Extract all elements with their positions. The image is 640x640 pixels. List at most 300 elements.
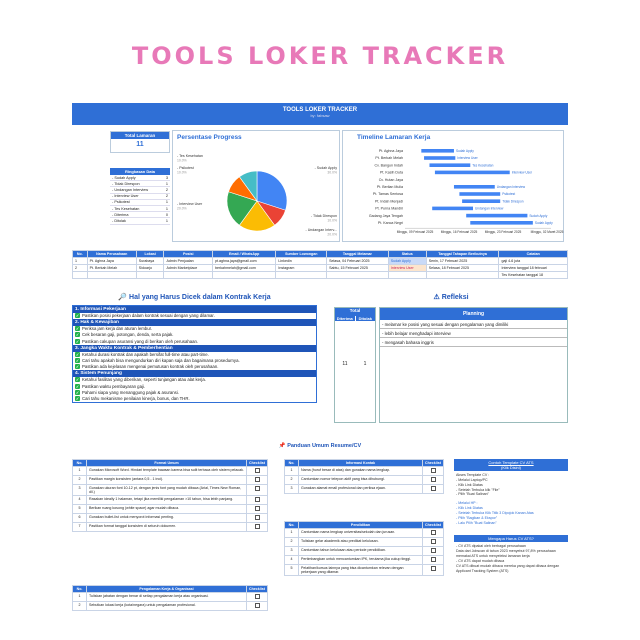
ringkasan-label: - Undangan Interview	[110, 187, 162, 193]
table-cell[interactable]: berkahmelah@gmail.com	[213, 265, 276, 272]
lamaran-table	[72, 250, 568, 279]
table-cell[interactable]	[213, 272, 276, 279]
guide-check-cell	[247, 476, 268, 485]
timeline-bar	[454, 185, 495, 189]
guide-row	[73, 467, 268, 476]
table-cell[interactable]: Sidoarjo	[136, 265, 164, 272]
guide-row	[73, 485, 268, 496]
ringkasan-value: 2	[162, 193, 170, 199]
guide-row	[73, 523, 268, 532]
table-cell[interactable]: Selasa, 18 Februari 2025	[426, 265, 499, 272]
template-steps	[454, 471, 568, 499]
template-link[interactable]	[454, 459, 568, 471]
guide-check-cell	[247, 485, 268, 496]
side-line: - Lalu Pilih "Buat Salinan"	[456, 520, 497, 525]
checkbox[interactable]	[431, 566, 436, 571]
refleksi-total-label: Total	[335, 308, 375, 316]
side-line: - Klik Link Diatas	[456, 482, 483, 487]
refleksi-ditolak-value: 1	[363, 361, 367, 367]
guide-check-cell	[423, 538, 444, 547]
checkbox[interactable]	[255, 594, 260, 599]
check-icon: ✓	[75, 326, 80, 332]
guide-row	[285, 565, 444, 576]
guide-text: Tuliskan jabatan dengan benar di setiap pengalaman kerja atau organisasi.	[87, 593, 247, 602]
kontrak-panel	[72, 291, 317, 459]
ringkasan-box	[110, 168, 170, 236]
timeline-bar-label: Undangan Interview	[496, 185, 526, 189]
planning-header: Planning	[380, 308, 567, 320]
checkbox[interactable]	[255, 506, 260, 511]
guide-row	[73, 514, 268, 523]
pie-chart-box	[172, 130, 340, 242]
guide-check-cell	[423, 485, 444, 494]
kontrak-item-text: Pastikan ada kejelasan mengenai pemutusan kontrak oleh perusahaan.	[82, 364, 219, 370]
panduan-title: 📌 Panduan Umum Resume/CV	[278, 443, 362, 449]
timeline-bar-label: Sudah Apply	[455, 149, 474, 153]
ringkasan-title: Ringkasan Data	[110, 168, 170, 175]
guide-text: Berikan ruang kosong (white space) agar mudah dibaca.	[87, 505, 247, 514]
kontrak-item-text: Pahami siapa yang menanggung pajak & asuransi.	[82, 389, 179, 395]
guide-no: 2	[73, 602, 87, 611]
guide-check-cell	[423, 556, 444, 565]
guide-row	[73, 476, 268, 485]
table-cell[interactable]: Admin Penjualan	[164, 258, 213, 265]
guide-no: 2	[73, 476, 87, 485]
ats-lines	[454, 542, 568, 575]
pie-legend-percent: 10.0%	[177, 170, 187, 175]
side-line: Data dari Jobscan di tahun 2023 menyebut 97,8% perusahaan memakai ATS untuk menyeleksi lamaran kerja	[456, 549, 556, 559]
table-cell[interactable]: Pt. Aghna Jaya	[87, 258, 136, 265]
timeline-bar-label: Undangan Interview	[475, 206, 504, 211]
timeline-bar	[459, 192, 500, 196]
checkbox[interactable]	[255, 497, 260, 502]
guide-row	[285, 556, 444, 565]
pie-legend-label: - Tidak Direspon	[310, 214, 337, 218]
guide-no: 5	[73, 505, 87, 514]
ringkasan-table	[110, 175, 170, 225]
timeline-company: Pt. Berkah Melah	[375, 156, 403, 161]
table-header: Posisi	[164, 251, 213, 258]
total-box	[110, 131, 170, 153]
ringkasan-label: - Tidak Direspon	[110, 181, 162, 187]
guide-text: Nama (huruf besar di atas) dan gunakan nama lengkap.	[299, 467, 423, 476]
template-link-text[interactable]: Contoh Template CV ATS	[488, 460, 534, 465]
sheet-header	[72, 103, 568, 125]
kontrak-item-text: Ketahui durasi kontrak dan apakah bersifat full-time atau part-time.	[82, 351, 209, 357]
guide-check-cell	[423, 547, 444, 556]
table-cell[interactable]	[388, 272, 426, 279]
kontrak-item-text: Periksa jam kerja dan aturan lembur.	[82, 326, 152, 332]
check-icon: ✓	[75, 383, 80, 389]
timeline-bar	[470, 221, 533, 225]
guide-no-header: No.	[73, 586, 87, 593]
side-line: - Setelah Terbuka Klik Titik 3 Dipojok Kanan Atas	[456, 510, 534, 515]
spreadsheet	[72, 103, 568, 640]
pie-legend-percent: 30.0%	[327, 170, 337, 175]
checklist-header: Checklist	[247, 586, 268, 593]
guide-row	[73, 505, 268, 514]
total-value: 11	[136, 141, 144, 148]
timeline-bar	[432, 207, 473, 211]
table-cell[interactable]: Selasa, 04 Februari 2025	[327, 258, 389, 265]
ringkasan-value: 1	[162, 181, 170, 187]
guide-text: Pertimbangkan untuk mencantumkan IPK, terutama jika cukup tinggi.	[299, 556, 423, 565]
planning-item[interactable]: - lebih belajar menghadapi interview	[380, 329, 567, 338]
guide-header-row	[73, 586, 268, 593]
side-line: - Setelah Terbuka klik "File"	[456, 487, 500, 492]
timeline-bar-label: Psikotest	[502, 192, 516, 197]
kontrak-title: 🔎 Hal yang Harus Dicek dalam Kontrak Kerja	[118, 294, 271, 301]
pie-legend-percent: 20.0%	[327, 232, 337, 237]
table-cell[interactable]: Sabtu, 15 Februari 2025	[327, 265, 389, 272]
timeline-company: Pt. Berlian Mulia	[376, 185, 403, 189]
guide-title: Informasi Kontak	[299, 460, 423, 467]
table-cell[interactable]	[136, 272, 164, 279]
ats-title: Mengapa Harus CV ATS?	[454, 535, 568, 542]
timeline-company: Pt. Aghna Jaya	[378, 149, 403, 153]
template-link-click[interactable]: (Klik Disini)	[501, 465, 521, 470]
table-cell[interactable]: 1	[73, 258, 88, 265]
checkbox[interactable]	[431, 539, 436, 544]
checkbox[interactable]	[431, 477, 436, 482]
guide-check-cell	[247, 514, 268, 523]
guide-no: 1	[73, 593, 87, 602]
guide-text: Cantumkan tahun kelulusan atau periode pendidikan.	[299, 547, 423, 556]
side-line: CV ATS dibuat mudah dibaca mereka yang dapat dibaca dengan Applicant Tracking System (ATS)	[456, 563, 560, 573]
planning-item[interactable]: - mengasah bahasa inggris	[380, 338, 567, 347]
timeline-bar-label: Sudah Apply	[534, 221, 553, 225]
guide-check-cell	[247, 496, 268, 505]
panduan-title-text: Panduan Umum Resume/CV	[287, 443, 362, 449]
table-header: Nama Perusahaan	[87, 251, 136, 258]
checkbox[interactable]	[431, 557, 436, 562]
ringkasan-value: 0	[162, 212, 170, 218]
guide-no: 3	[285, 485, 299, 494]
ringkasan-label: - Sudah Apply	[110, 175, 162, 181]
guide-header-row	[285, 460, 444, 467]
guide-no-header: No.	[285, 460, 299, 467]
kontrak-list	[72, 305, 317, 403]
side-line: - Melalui HP :	[456, 501, 478, 506]
timeline-bar-label: Interview User	[457, 156, 478, 161]
table-cell[interactable]: Admin Marketplace	[164, 265, 213, 272]
pie-legend-label: - Psikotest	[177, 166, 194, 170]
guide-row	[285, 485, 444, 494]
timeline-bar	[435, 171, 510, 175]
checkbox[interactable]	[255, 524, 260, 529]
kontrak-item-text: Pastikan waktu pembayaran gaji.	[82, 383, 146, 389]
guide-check-cell	[423, 467, 444, 476]
guide-no: 1	[285, 529, 299, 538]
guide-no: 6	[73, 514, 87, 523]
timeline-box	[342, 130, 564, 242]
guide-row	[285, 529, 444, 538]
ringkasan-label: - Psikotest	[110, 199, 162, 205]
side-line: - Pilih "Buat Salinan"	[456, 492, 489, 497]
timeline-chart	[343, 131, 565, 243]
ringkasan-label: - Tes Kesehatan	[110, 205, 162, 211]
guide-check-cell	[247, 593, 268, 602]
guide-row	[73, 602, 268, 611]
table-cell[interactable]: Linkedin	[276, 258, 327, 265]
kontrak-item-text: Cek besaran gaji, potongan, denda, serta pajak.	[82, 332, 174, 338]
timeline-bar-label: Interview User	[511, 170, 533, 175]
table-cell[interactable]: Interview tanggal 18 februari	[499, 265, 568, 272]
check-icon: ✓	[75, 364, 80, 370]
planning-list	[380, 320, 567, 347]
side-line: - CV ATS dapat mudah dibaca	[456, 558, 505, 563]
timeline-bar-label: Sudah Apply	[529, 213, 548, 218]
template-panel	[454, 459, 568, 640]
timeline-bar	[462, 199, 500, 203]
ringkasan-value: 1	[162, 199, 170, 205]
guide-row	[73, 593, 268, 602]
guide-no: 1	[285, 467, 299, 476]
guide-no-header: No.	[73, 460, 87, 467]
refleksi-title-text: Refleksi	[441, 294, 469, 301]
guide-text: Pastikan margin konsisten (antara 0,5 - 1 inci).	[87, 476, 247, 485]
ringkasan-value: 1	[162, 205, 170, 211]
guide-header-row	[285, 522, 444, 529]
pie-chart	[173, 131, 341, 243]
table-row[interactable]	[73, 272, 568, 279]
guide-no: 2	[285, 538, 299, 547]
timeline-company: Cv. Bangun Indah	[374, 163, 403, 168]
guide-row	[285, 547, 444, 556]
format-umum-table	[72, 459, 268, 532]
refleksi-planning	[379, 307, 568, 423]
guide-header-row	[73, 460, 268, 467]
total-label: Total Lamaran	[111, 132, 169, 139]
table-row[interactable]	[73, 258, 568, 265]
table-cell[interactable]: Sudah Apply	[388, 258, 426, 265]
table-header: No.	[73, 251, 88, 258]
guide-text: Cantumkan nomor telepon aktif yang bisa dihubungi.	[299, 476, 423, 485]
checkbox[interactable]	[431, 486, 436, 491]
timeline-company: Gadang Jaya Tengah	[368, 213, 403, 218]
kontrak-item-text: Pastikan posisi pekerjaan dalam kontrak sesuai dengan yang dilamar.	[82, 313, 215, 318]
kontrak-item-text: Pastikan cakupan asuransi yang di berikan oleh perusahaan.	[82, 338, 199, 344]
timeline-bar	[424, 156, 455, 160]
guide-no: 4	[285, 556, 299, 565]
table-header: Tanggal Tahapan Berikutnya	[426, 251, 499, 258]
side-line: - CV ATS dipakai oleh berbagai perusahaan	[456, 544, 526, 549]
pie-legend-percent: 20.0%	[177, 206, 187, 211]
pie-legend-label: - Sudah Apply	[314, 166, 337, 170]
guide-title: Pendidikan	[299, 522, 423, 529]
hp-steps	[454, 499, 568, 527]
pengalaman-table	[72, 585, 268, 611]
side-line: - Pilih "Bagikan & Ekspor"	[456, 515, 498, 520]
pie-title: Persentase Progress	[177, 134, 242, 141]
hero-title: TOOLS LOKER TRACKER	[131, 42, 509, 70]
guide-text: Tuliskan gelar akademik atau predikat kelulusan.	[299, 538, 423, 547]
pie-legend-percent: 10.0%	[327, 218, 337, 223]
guide-no: 1	[73, 467, 87, 476]
side-line: - Melalui Laptop/PC	[456, 477, 488, 482]
check-icon: ✓	[75, 332, 80, 338]
guide-check-cell	[247, 467, 268, 476]
guide-row	[285, 538, 444, 547]
table-cell[interactable]: pt.aghna.jaya@gmail.com	[213, 258, 276, 265]
guide-row	[73, 496, 268, 505]
checkbox[interactable]	[255, 515, 260, 520]
timeline-company: Cv. Hutan Jaya	[378, 177, 403, 182]
guide-title: Format Umum	[87, 460, 247, 467]
guide-check-cell	[247, 505, 268, 514]
timeline-title: Timeline Lamaran Kerja	[357, 134, 431, 141]
ringkasan-label: - Diterima	[110, 212, 162, 218]
pie-legend-label: - Interview User	[177, 202, 203, 206]
table-cell[interactable]: Tes Kesehatan tanggal 18	[499, 272, 568, 279]
table-cell[interactable]	[73, 272, 88, 279]
guide-check-cell	[423, 476, 444, 485]
guide-no: 5	[285, 565, 299, 576]
timeline-tick: Minggu, 16 Februari 2025	[440, 230, 478, 235]
timeline-company: Pt. Indah Menjadi	[375, 199, 403, 204]
table-header: Sumber Lowongan	[276, 251, 327, 258]
guide-no: 7	[73, 523, 87, 532]
guide-check-cell	[247, 523, 268, 532]
table-cell[interactable]: Pt. Berkah Melah	[87, 265, 136, 272]
table-cell[interactable]	[426, 272, 499, 279]
checkbox[interactable]	[431, 468, 436, 473]
table-header: Catatan	[499, 251, 568, 258]
timeline-tick: Minggu, 09 Februari 2025	[396, 230, 434, 235]
guide-text: Gunakan bullet-list untuk menyorot informasi penting.	[87, 514, 247, 523]
kontrak-item-text: Cari tahu mekanisme penilaian kinerja, bonus, dan THR.	[82, 396, 190, 402]
refleksi-panel	[334, 291, 568, 451]
guide-no: 3	[73, 485, 87, 496]
sheet-title: TOOLS LOKER TRACKER	[282, 107, 358, 113]
table-cell[interactable]	[276, 272, 327, 279]
checklist-header: Checklist	[423, 522, 444, 529]
ringkasan-value: 2	[162, 187, 170, 193]
kontrak-item-text: Ketahui fasilitas yang diberikan, seperti tunjangan atau alat kerja.	[82, 377, 206, 383]
table-cell[interactable]: 2	[73, 265, 88, 272]
refleksi-title: ⚠ Refleksi	[433, 294, 469, 301]
kontrak-item	[73, 396, 316, 402]
guide-no-header: No.	[285, 522, 299, 529]
check-icon: ✓	[75, 377, 80, 383]
table-cell[interactable]	[327, 272, 389, 279]
guide-text: Gunakan Microsoft Word. Hindari template bawaan karena bisa sulit terbaca oleh sistem pelacak.	[87, 467, 247, 476]
table-header: Status	[388, 251, 426, 258]
pendidikan-table	[284, 521, 444, 576]
pie-legend-label: - Tes Kesehatan	[177, 154, 203, 158]
side-line: Akses Template CV :	[456, 473, 490, 477]
guide-check-cell	[423, 529, 444, 538]
guide-text: Rasakan ideally 1 halaman, tetapi jika memiliki pengalaman >10 tahun, bisa lebih panjang.	[87, 496, 247, 505]
timeline-bar	[421, 149, 454, 153]
guide-no: 2	[285, 476, 299, 485]
ringkasan-value: 3	[162, 175, 170, 181]
guide-text: Pastikan format tanggal konsisten di seluruh dokumen.	[87, 523, 247, 532]
checkbox[interactable]	[255, 468, 260, 473]
refleksi-ditolak-label: Ditolak	[356, 316, 376, 321]
table-cell[interactable]	[164, 272, 213, 279]
check-icon: ✓	[75, 358, 80, 364]
check-icon: ✓	[75, 389, 80, 395]
kontrak-section-title: 2. Hak & Kewajiban	[73, 319, 316, 326]
check-icon: ✓	[75, 351, 80, 357]
planning-item[interactable]: - melamar ke posisi yang sesuai dengan pengalaman yang dimiliki	[380, 320, 567, 329]
kontak-table	[284, 459, 444, 494]
checklist-header: Checklist	[247, 460, 268, 467]
timeline-company: Pt. Kanca Negri	[377, 221, 403, 225]
table-cell[interactable]: Senin, 17 Februari 2025	[426, 258, 499, 265]
table-cell[interactable]: Instagram	[276, 265, 327, 272]
ringkasan-value: 1	[162, 218, 170, 224]
checkbox[interactable]	[255, 486, 260, 491]
check-icon: ✓	[75, 313, 80, 318]
guide-check-cell	[247, 602, 268, 611]
timeline-bar-label: Tidak Direspon	[502, 199, 524, 204]
guide-check-cell	[423, 565, 444, 576]
timeline-tick: Minggu, 23 Februari 2025	[484, 230, 522, 235]
guide-row	[285, 467, 444, 476]
table-cell[interactable]: gaji 4-6 juta	[499, 258, 568, 265]
guide-text: Pelatihan/kursus lainnya yang bisa dicantumkan relevan dengan pekerjaan yang dilamar.	[299, 565, 423, 576]
checkbox[interactable]	[255, 603, 260, 608]
kontrak-section-title: 3. Jangka Waktu Kontrak & Pemberhentian	[73, 345, 316, 352]
guide-text: Sebutkan lokasi kerja (kota/negara) untuk pengalaman profesional.	[87, 602, 247, 611]
timeline-company: Pt. Tamas Sentosa	[372, 192, 403, 197]
ringkasan-label: - Ditolak	[110, 218, 162, 224]
table-header: Lokasi	[136, 251, 164, 258]
pie-legend-percent: 10.0%	[177, 158, 187, 163]
check-icon: ✓	[75, 396, 80, 402]
timeline-bar	[466, 214, 527, 218]
table-cell[interactable]: Interview User	[388, 265, 426, 272]
checkbox[interactable]	[431, 548, 436, 553]
checkbox[interactable]	[431, 530, 436, 535]
table-cell[interactable]	[87, 272, 136, 279]
timeline-company: Pt. Kasih Duta	[380, 170, 403, 175]
timeline-bar	[429, 163, 470, 167]
kontrak-item-text: Cari tahu apakah bisa mengundurkan diri kapan saja dan bagaimana prosedurnya.	[82, 358, 240, 364]
guide-no: 3	[285, 547, 299, 556]
guide-text: Gunakan ukuran font 10-12 pt, dengan jenis font yang mudah dibaca (Arial, Times New Roman, dll.)	[87, 485, 247, 496]
checkbox[interactable]	[255, 477, 260, 482]
checklist-header: Checklist	[423, 460, 444, 467]
guide-row	[285, 476, 444, 485]
timeline-tick: Minggu, 02 Maret 2025	[530, 230, 564, 235]
timeline-company: Pt. Purna Mandiri	[375, 206, 403, 211]
refleksi-diterima-value: 11	[342, 361, 348, 367]
ringkasan-row	[110, 218, 170, 224]
guide-no: 4	[73, 496, 87, 505]
table-row[interactable]	[73, 265, 568, 272]
side-line: - Klik Link Diatas	[456, 506, 483, 511]
check-icon: ✓	[75, 338, 80, 344]
table-cell[interactable]: Surabaya	[136, 258, 164, 265]
timeline-bar-label: Tes Kesehatan	[472, 163, 494, 168]
guide-title: Pengalaman Kerja & Organisasi	[87, 586, 247, 593]
pie-legend-label: - Undangan Interv...	[305, 228, 337, 232]
kontrak-section-title: 1. Informasi Pekerjaan	[73, 306, 316, 313]
table-header: Tanggal Melamar	[327, 251, 389, 258]
table-header: Email / WhatsApp	[213, 251, 276, 258]
sheet-subtitle: by: fabsaw	[310, 113, 330, 118]
ringkasan-label: - Interview User	[110, 193, 162, 199]
refleksi-diterima-label: Diterima	[335, 316, 356, 321]
kontrak-title-text: Hal yang Harus Dicek dalam Kontrak Kerja	[129, 294, 271, 301]
guide-text: Gunakan alamat email profesional dan periksa ejaan.	[299, 485, 423, 494]
kontrak-section-title: 4. Sistem Penunjang	[73, 370, 316, 377]
guide-text: Cantumkan nama lengkap universitas/sekolah dan jurusan.	[299, 529, 423, 538]
table-header-row	[73, 251, 568, 258]
